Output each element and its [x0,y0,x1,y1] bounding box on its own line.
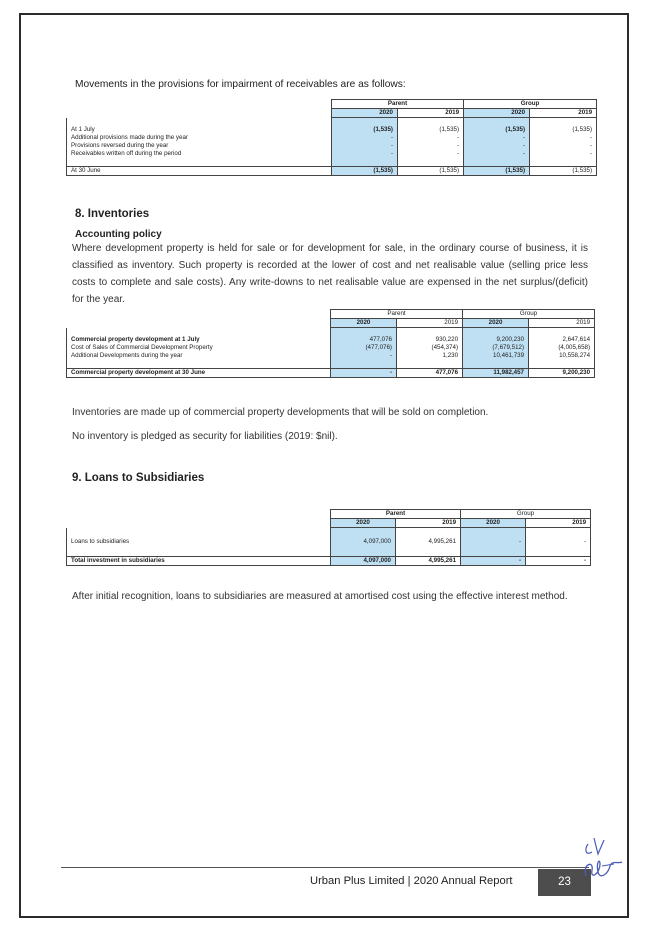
page-number: 23 [538,869,591,896]
year-cell: 2020 [331,319,397,328]
table-row: Additional provisions made during the year - - - - [67,134,597,142]
impairment-intro: Movements in the provisions for impairment of receivables are as follows: [75,79,406,90]
year-cell: 2019 [397,319,463,328]
section-8-heading: 8. Inventories [75,208,150,220]
loans-note: After initial recognition, loans to subsidiaries are measured at amortised cost using the effective interest method. [72,591,568,602]
group-parent: Parent [331,310,463,319]
table-year-header [67,319,595,328]
year-cell: 2020 [331,519,396,528]
section-9-heading: 9. Loans to Subsidiaries [72,472,205,484]
year-cell: 2020 [332,109,398,118]
loans-table [66,509,591,566]
inventory-note-1: Inventories are made up of commercial property developments that will be sold on completion. [72,407,489,418]
year-cell: 2019 [396,519,461,528]
group-group: Group [464,100,597,109]
group-group: Group [461,510,591,519]
inventory-table [66,309,595,378]
table-row: Cost of Sales of Commercial Development Property (477,076) (454,374) (7,679,512) (4,005,658) [67,344,595,352]
group-parent: Parent [331,510,461,519]
table-row: Provisions reversed during the year - - - - [67,142,597,150]
accounting-policy-heading: Accounting policy [75,229,162,240]
table-year-header [67,109,597,118]
table-year-header [67,519,591,528]
table-group-header [67,100,597,109]
footer-report-title: Urban Plus Limited | 2020 Annual Report [310,875,513,887]
table-row: At 1 July (1,535) (1,535) (1,535) (1,535) [67,126,597,134]
year-cell: 2019 [526,519,591,528]
table-row: Commercial property development at 1 July 477,076 930,220 9,200,230 2,647,614 [67,336,595,344]
group-group: Group [463,310,595,319]
inventory-note-2: No inventory is pledged as security for liabilities (2019: $nil). [72,431,338,442]
table-total-row: Commercial property development at 30 June - 477,076 11,982,457 9,200,230 [67,369,595,378]
impairment-table [66,99,597,176]
table-total-row: Total investment in subsidiaries 4,097,000 4,995,261 - - [67,556,591,565]
table-total-row: At 30 June (1,535) (1,535) (1,535) (1,535) [67,167,597,176]
year-cell: 2020 [461,519,526,528]
table-group-header [67,310,595,319]
table-row: Loans to subsidiaries 4,097,000 4,995,261 - - [67,538,591,546]
year-cell: 2019 [398,109,464,118]
year-cell: 2019 [529,319,595,328]
signature-initials [578,830,626,882]
year-cell: 2020 [463,319,529,328]
group-parent: Parent [332,100,464,109]
inventory-policy-text: Where development property is held for sale or for development for sale, in the ordinary course of business, it is classified as inventory. Such property is recorded at the lower of cost and net realisable value (selling price less costs to complete and sale costs). Any write-downs to net realisable value are expensed in the net surplus/(deficit) for the year. [72,243,588,305]
table-row: Receivables written off during the period - - - - [67,150,597,158]
year-cell: 2019 [530,109,597,118]
table-group-header [67,510,591,519]
table-row: Additional Developments during the year - 1,230 10,461,739 10,558,274 [67,352,595,360]
footer-divider [61,867,589,868]
year-cell: 2020 [464,109,530,118]
